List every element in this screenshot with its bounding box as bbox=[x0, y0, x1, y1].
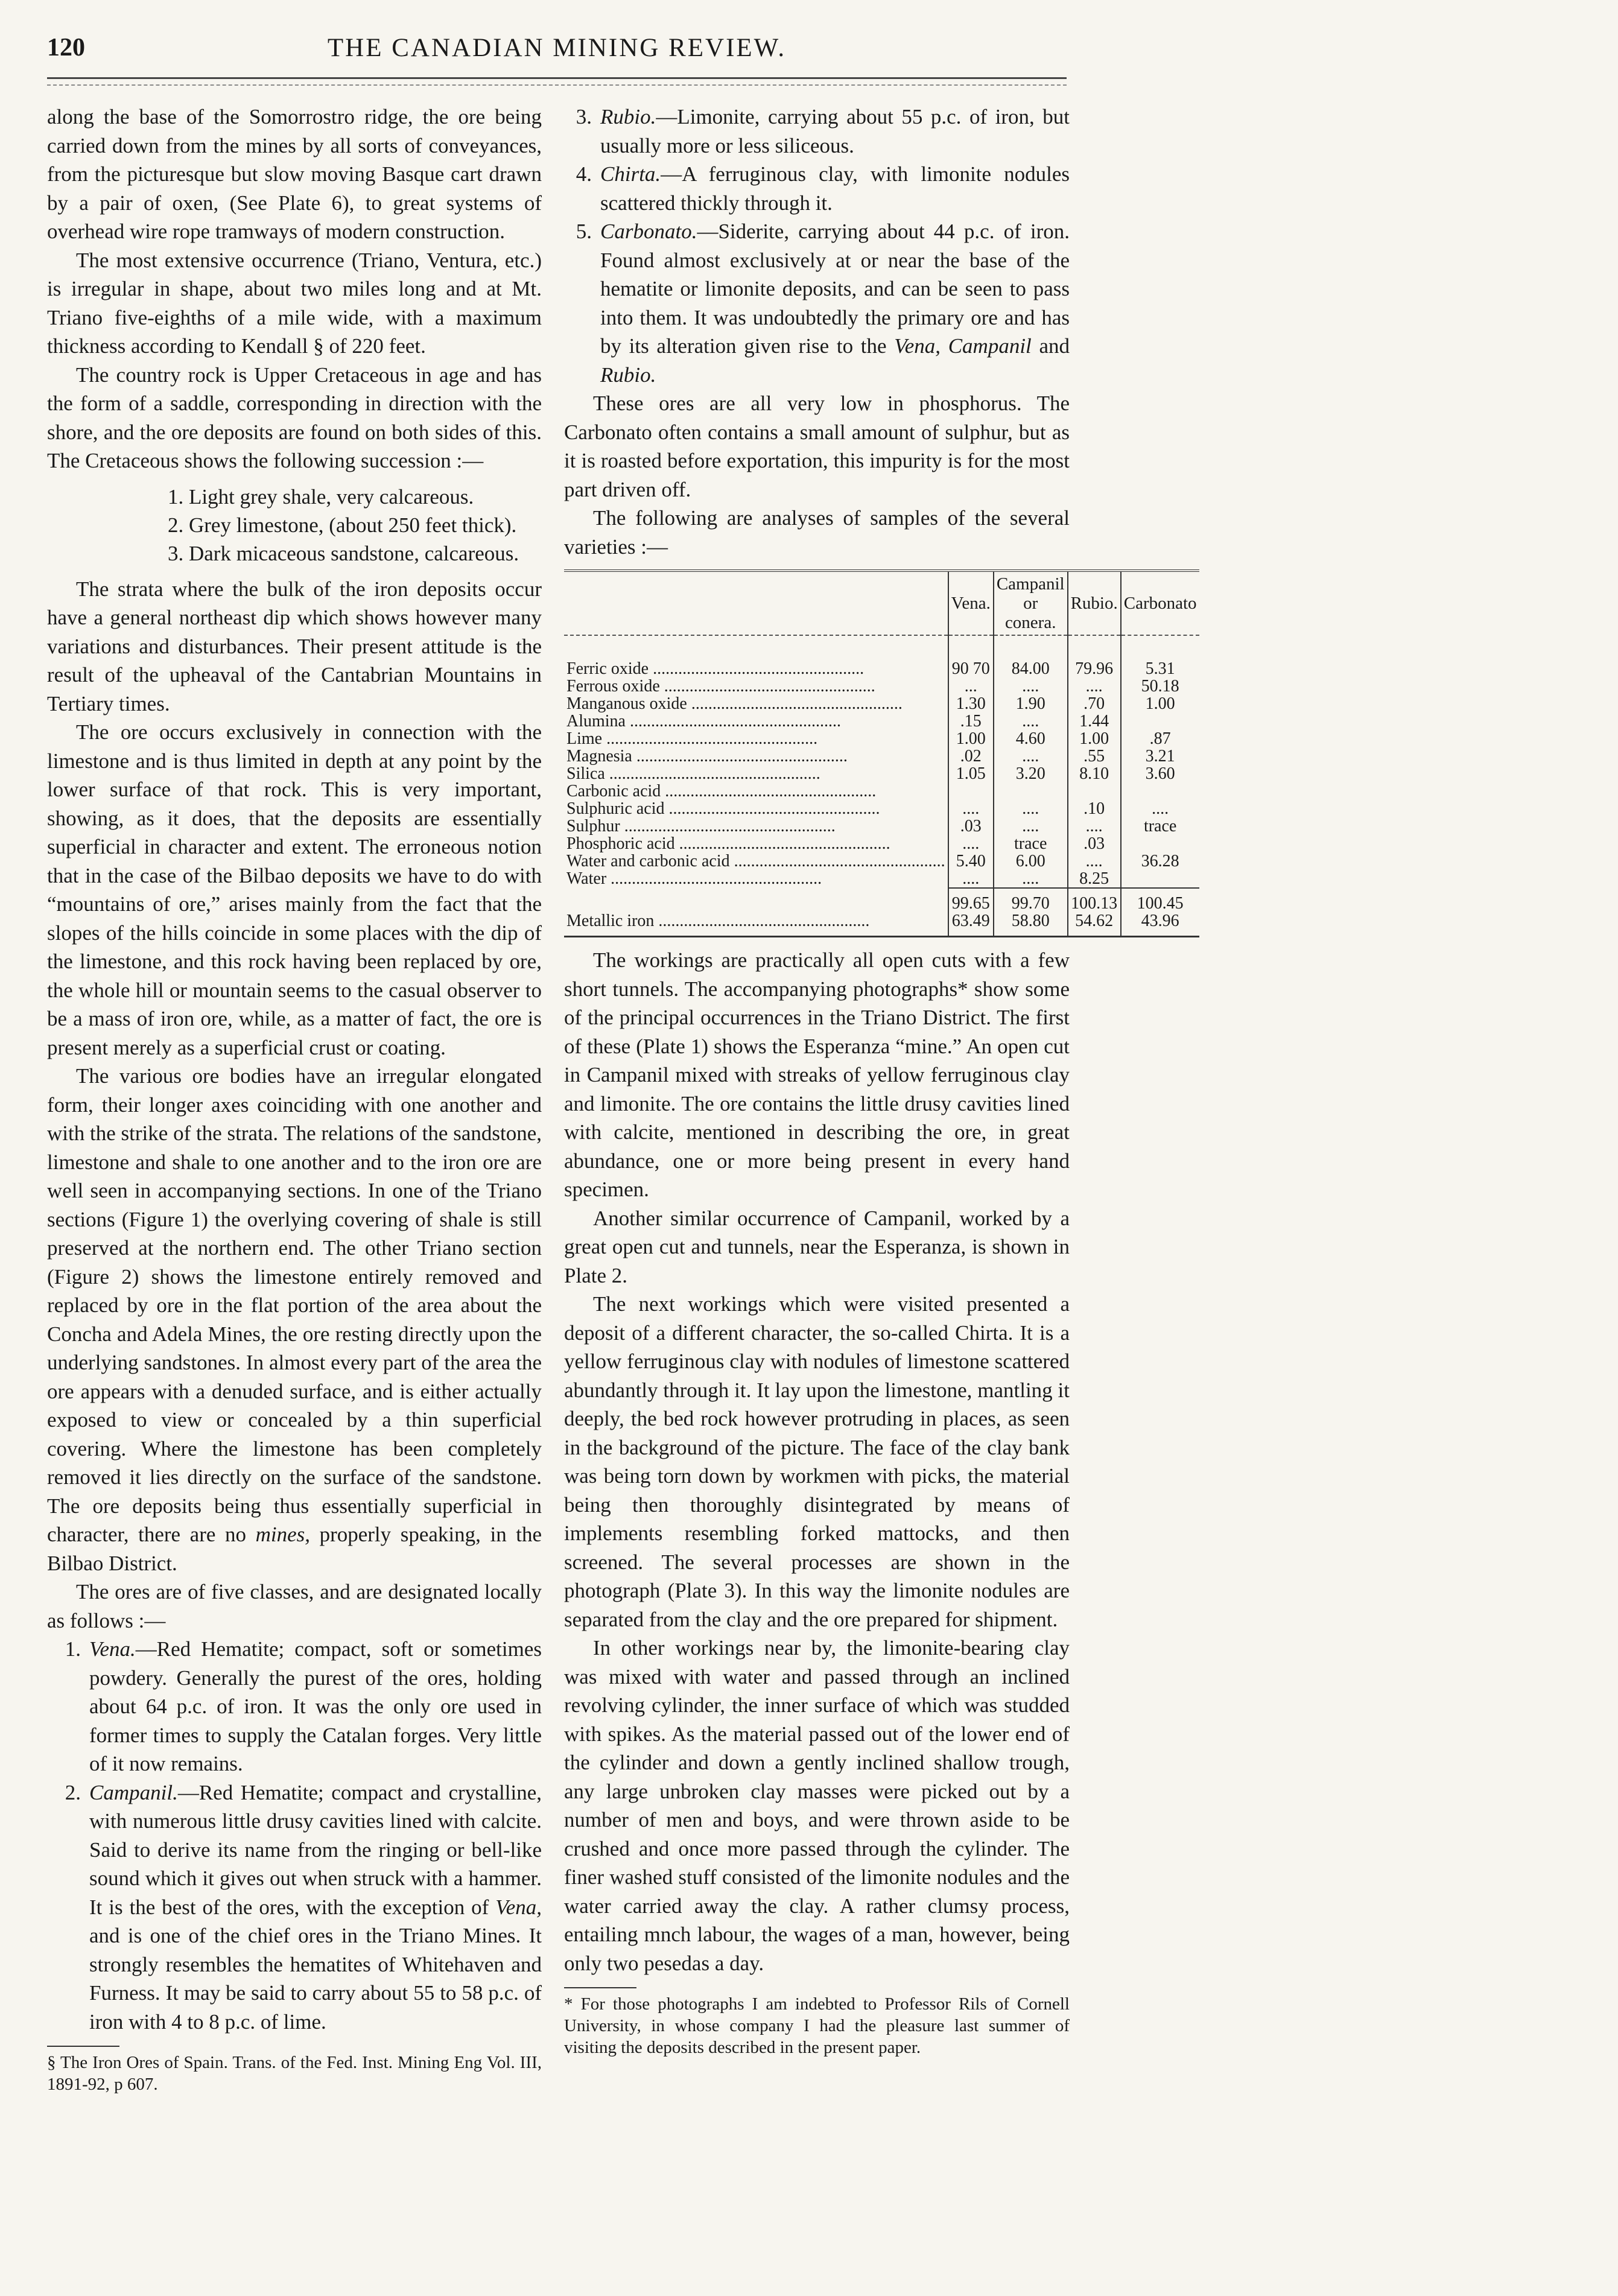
table-cell bbox=[1121, 712, 1199, 730]
leader-dots: .................................................. bbox=[602, 730, 818, 747]
table-cell: .55 bbox=[1068, 747, 1121, 765]
ore-description: —Limonite, carrying about 55 p.c. of iron, but usually more or less siliceous. bbox=[600, 105, 1070, 157]
table-cell: ... bbox=[948, 677, 994, 695]
ore-name: Carbonato. bbox=[600, 220, 697, 243]
table-row bbox=[564, 730, 1199, 747]
table-row bbox=[564, 712, 1199, 730]
ore-name: Vena, bbox=[495, 1895, 542, 1919]
list-number: 5. bbox=[576, 220, 592, 243]
table-cell: trace bbox=[1121, 817, 1199, 835]
paragraph: The most extensive occurrence (Triano, Ventura, etc.) is irregular in shape, about two miles long and at Mt. Triano five-eighths of a mile wide, with a maximum thickness according to Kendall § of 220 feet. bbox=[47, 248, 542, 358]
leader-dots: .................................................. bbox=[729, 852, 945, 870]
table-cell: 1.44 bbox=[1068, 712, 1121, 730]
table-cell: 3.20 bbox=[994, 765, 1068, 782]
leader-dots: .................................................. bbox=[626, 712, 841, 730]
table-cell: 5.40 bbox=[948, 852, 994, 870]
table-cell: 3.60 bbox=[1121, 765, 1199, 782]
table-cell: .03 bbox=[948, 817, 994, 835]
leader-dots: .................................................. bbox=[661, 782, 877, 800]
list-item bbox=[564, 160, 1070, 217]
list-text bbox=[600, 103, 1070, 160]
table-cell: 8.10 bbox=[1068, 765, 1121, 782]
table-cell: .... bbox=[994, 747, 1068, 765]
leader-dots: .................................................. bbox=[632, 747, 848, 765]
list-item bbox=[47, 1778, 542, 2037]
table-spacer bbox=[564, 635, 1199, 660]
leader-dots: .................................................. bbox=[649, 660, 865, 677]
ore-description: and bbox=[1039, 334, 1070, 358]
table-cell bbox=[1068, 782, 1121, 800]
table-cell bbox=[948, 782, 994, 800]
table-cell: 6.00 bbox=[994, 852, 1068, 870]
table-cell: 54.62 bbox=[1068, 912, 1121, 937]
table-cell: 1.30 bbox=[948, 695, 994, 712]
table-cell: .... bbox=[948, 800, 994, 817]
table-row bbox=[564, 677, 1199, 695]
footnote-rule bbox=[47, 2046, 119, 2047]
row-label: Metallic iron .................................................. bbox=[566, 912, 870, 930]
paragraph: The ores are of five classes, and are designated locally as follows :— bbox=[47, 1580, 542, 1632]
ore-description: and is one of the chief ores in the Triano Mines. It strongly resembles the hematites of Whitehaven and Furness. It may be said to carry about 55 to 58 p.c. of iron with 4 to 8 p.c. of lime. bbox=[89, 1924, 542, 2034]
table-cell: .70 bbox=[1068, 695, 1121, 712]
table-cell bbox=[1121, 835, 1199, 852]
table-body bbox=[564, 635, 1199, 937]
list-text bbox=[89, 1778, 542, 2037]
row-label: Carbonic acid .................................................. bbox=[566, 782, 877, 800]
table-cell: .87 bbox=[1121, 730, 1199, 747]
table-cell: 90 70 bbox=[948, 660, 994, 677]
table-cell: 3.21 bbox=[1121, 747, 1199, 765]
table-cell: .... bbox=[1068, 852, 1121, 870]
leader-dots: .................................................. bbox=[620, 817, 836, 835]
table-cell: 50.18 bbox=[1121, 677, 1199, 695]
table-cell: .... bbox=[1068, 677, 1121, 695]
table-cell: trace bbox=[994, 835, 1068, 852]
paragraph: Another similar occurrence of Campanil, worked by a great open cut and tunnels, near the Esperanza, is shown in Plate 2. bbox=[564, 1206, 1070, 1287]
right-column bbox=[564, 103, 1197, 2058]
list-item bbox=[47, 1635, 542, 1778]
ore-description: —Red Hematite; compact and crystalline, with numerous little drusy cavities lined with calcite. Said to derive its name from the ringing or bell-like sound which it gives out when struck with a hammer. It is the best of the ores, with the exception of bbox=[89, 1780, 542, 1919]
row-label: Ferric oxide .................................................. bbox=[566, 660, 865, 677]
table-cell: 63.49 bbox=[948, 912, 994, 937]
column-header: Rubio. bbox=[1068, 571, 1121, 635]
paragraph-text: The various ore bodies have an irregular elongated form, their longer axes coinciding with one another and with the strike of the strata. The relations of the sandstone, limestone and shale to one another and to the iron ore are well seen in accompanying sections. In one of the Triano sections (Figure 1) the overlying covering of shale is still preserved at the northern end. The other Triano section (Figure 2) shows the limestone entirely removed and replaced by ore in the flat portion of the area about the Concha and Adela Mines, the ore resting directly upon the underlying sandstones. In almost every part of the area the ore appears with a denuded surface, and is either actually exposed to view or concealed by a thin superficial covering. Where the limestone has been completely removed it lies directly on the surface of the sandstone. The ore deposits being thus essentially superficial in character, there are no bbox=[47, 1064, 542, 1546]
table-cell: .... bbox=[994, 712, 1068, 730]
row-label: Water and carbonic acid .................................................. bbox=[566, 852, 945, 870]
table-cell: 4.60 bbox=[994, 730, 1068, 747]
list-number: 1. bbox=[65, 1637, 81, 1661]
table-cell bbox=[994, 782, 1068, 800]
table-cell: 99.70 bbox=[994, 888, 1068, 912]
succession-list bbox=[47, 483, 542, 568]
list-number: 4. bbox=[576, 162, 592, 186]
row-label: Lime .................................................. bbox=[566, 730, 818, 747]
table-row bbox=[564, 888, 1199, 912]
table-cell: .... bbox=[948, 870, 994, 888]
list-text bbox=[89, 1635, 542, 1778]
table-cell: 100.13 bbox=[1068, 888, 1121, 912]
leader-dots: .................................................. bbox=[606, 870, 822, 888]
table-cell: 100.45 bbox=[1121, 888, 1199, 912]
table-cell: 1.00 bbox=[1068, 730, 1121, 747]
table-cell: 1.00 bbox=[948, 730, 994, 747]
paragraph: The country rock is Upper Cretaceous in age and has the form of a saddle, corresponding in direction with the shore, and the ore deposits are found on both sides of this. The Cretaceous shows the following succession :— bbox=[47, 363, 542, 472]
table-cell: .... bbox=[994, 817, 1068, 835]
table-cell bbox=[1121, 870, 1199, 888]
table-cell: .... bbox=[1121, 800, 1199, 817]
ore-name: Rubio. bbox=[600, 105, 656, 128]
row-label: Alumina .................................................. bbox=[566, 712, 841, 730]
table-cell: 58.80 bbox=[994, 912, 1068, 937]
table-cell: 43.96 bbox=[1121, 912, 1199, 937]
list-item: 2. Grey limestone, (about 250 feet thick). bbox=[168, 513, 517, 537]
table-row bbox=[564, 800, 1199, 817]
leader-dots: .................................................. bbox=[604, 765, 820, 782]
table-cell: .02 bbox=[948, 747, 994, 765]
paragraph: The next workings which were visited presented a deposit of a different character, the so-called Chirta. It is a yellow ferruginous clay with nodules of limestone scattered abundantly through it. It lay upon the limestone, mantling it deeply, the bed rock however protruding in places, as seen in the background of the picture. The face of the clay bank was being torn down by workmen with picks, the material being then thoroughly disintegrated by means of implements resembling forked mattocks, and then screened. The several processes are shown in the photograph (Plate 3). In this way the limonite nodules are separated from the clay and the ore prepared for shipment. bbox=[564, 1292, 1070, 1631]
footnote-rule bbox=[564, 1987, 636, 1988]
table-cell: .10 bbox=[1068, 800, 1121, 817]
ore-class-list bbox=[564, 103, 1070, 389]
left-column bbox=[47, 103, 542, 2095]
row-label: Water .................................................. bbox=[566, 870, 822, 888]
list-text bbox=[600, 217, 1070, 389]
list-number: 3. bbox=[576, 105, 592, 128]
leader-dots: .................................................. bbox=[659, 677, 875, 695]
leader-dots: .................................................. bbox=[674, 835, 890, 852]
page-number: 120 bbox=[47, 34, 85, 62]
table-cell: 99.65 bbox=[948, 888, 994, 912]
column-header: Vena. bbox=[948, 571, 994, 635]
ore-description: —Red Hematite; compact, soft or sometimes powdery. Generally the purest of the ores, holding about 64 p.c. of iron. It was the only ore used in former times to supply the Catalan forges. Very little of it now remains. bbox=[89, 1637, 542, 1775]
list-number: 2. bbox=[65, 1780, 81, 1804]
footnote: § The Iron Ores of Spain. Trans. of the Fed. Inst. Mining Eng Vol. III, 1891-92, p 607. bbox=[47, 2053, 542, 2094]
footnote: * For those photographs I am indebted to Professor Rils of Cornell University, in whose company I had the pleasure last summer of visiting the deposits described in the present paper. bbox=[564, 1994, 1070, 2057]
ore-name: Vena, Campanil bbox=[894, 334, 1032, 358]
leader-dots: .................................................. bbox=[654, 912, 870, 930]
table-cell: .03 bbox=[1068, 835, 1121, 852]
leader-dots: .................................................. bbox=[687, 695, 903, 712]
paragraph: along the base of the Somorrostro ridge, the ore being carried down from the mines by all sorts of conveyances, from the picturesque but slow moving Basque cart drawn by a pair of oxen, (See Plate 6), to great systems of overhead wire rope tramways of modern construction. bbox=[47, 105, 542, 243]
journal-title: THE CANADIAN MINING REVIEW. bbox=[327, 34, 787, 62]
table-cell: 1.90 bbox=[994, 695, 1068, 712]
table-cell: 36.28 bbox=[1121, 852, 1199, 870]
table-row bbox=[564, 912, 1199, 937]
ore-name: Vena. bbox=[89, 1637, 136, 1661]
table-row bbox=[564, 660, 1199, 677]
row-label: Sulphuric acid .................................................. bbox=[566, 800, 880, 817]
row-label bbox=[564, 888, 948, 912]
ore-name: Campanil. bbox=[89, 1780, 178, 1804]
paragraph-text: properly speaking, in the Bilbao District. bbox=[47, 1523, 542, 1575]
table-header-blank bbox=[564, 571, 948, 635]
row-label: Silica .................................................. bbox=[566, 765, 820, 782]
analyses-table bbox=[564, 569, 1199, 937]
column-header: Carbonato bbox=[1121, 571, 1199, 635]
row-label: Sulphur .................................................. bbox=[566, 817, 836, 835]
table-cell: 1.00 bbox=[1121, 695, 1199, 712]
table-cell: .15 bbox=[948, 712, 994, 730]
list-item bbox=[564, 103, 1070, 160]
header-rule bbox=[47, 77, 1067, 79]
page-header bbox=[47, 33, 1067, 75]
table-row bbox=[564, 852, 1199, 870]
table-cell: .... bbox=[1068, 817, 1121, 835]
row-label: Phosphoric acid .................................................. bbox=[566, 835, 890, 852]
leader-dots: .................................................. bbox=[664, 800, 880, 817]
paragraph: These ores are all very low in phosphorus. The Carbonato often contains a small amount of sulphur, but as it is roasted before exportation, this impurity is for the most part driven off. bbox=[564, 392, 1070, 501]
table-cell: 79.96 bbox=[1068, 660, 1121, 677]
row-label: Ferrous oxide .................................................. bbox=[566, 677, 875, 695]
list-item bbox=[564, 217, 1070, 389]
table-cell: .... bbox=[948, 835, 994, 852]
table-cell: 1.05 bbox=[948, 765, 994, 782]
paragraph: The following are analyses of samples of the several varieties :— bbox=[564, 506, 1070, 559]
ore-description: —A ferruginous clay, with limonite nodules scattered thickly through it. bbox=[600, 162, 1070, 215]
list-item: 1. Light grey shale, very calcareous. bbox=[168, 484, 474, 509]
paragraph: The ore occurs exclusively in connection with the limestone and is thus limited in depth at any point by the lower surface of that rock. This is very important, showing, as it does, that the deposits are essentially superficial in character and extent. The erroneous notion that in the case of the Bilbao deposits we have to do with “mountains of ore,” arises mainly from the fact that the slopes of the hills coincide in some places with the dip of the limestone, and this rock having been replaced by ore, the whole hill or mountain seems to the casual observer to be a mass of iron ore, while, as a matter of fact, the ore is present merely as a superficial crust or coating. bbox=[47, 720, 542, 1059]
table-cell: 84.00 bbox=[994, 660, 1068, 677]
table-cell: .... bbox=[994, 677, 1068, 695]
table-row bbox=[564, 695, 1199, 712]
ore-name: Rubio. bbox=[600, 363, 656, 387]
italic-word: mines, bbox=[255, 1523, 310, 1546]
column-header: Campanil or conera. bbox=[994, 571, 1068, 635]
paragraph: The workings are practically all open cuts with a few short tunnels. The accompanying photographs* show some of the principal occurrences in the Triano District. The first of these (Plate 1) shows the Esperanza “mine.” An open cut in Campanil mixed with streaks of yellow ferruginous clay and limonite. The ore contains the little drusy cavities lined with calcite, mentioned in describing the ore, in great abundance, one or more being present in every hand specimen. bbox=[564, 948, 1070, 1201]
ore-name: Chirta. bbox=[600, 162, 661, 186]
header-dashed-rule bbox=[47, 84, 1067, 86]
list-item: 3. Dark micaceous sandstone, calcareous. bbox=[168, 541, 519, 565]
ore-description: —Siderite, carrying about 44 p.c. of iron. Found almost exclusively at or near the base of the hematite or limonite deposits, and can be seen to pass into them. It was undoubtedly the primary ore and has by its alteration given rise to the bbox=[600, 220, 1070, 358]
list-text bbox=[600, 160, 1070, 217]
table-cell: 8.25 bbox=[1068, 870, 1121, 888]
ore-class-list bbox=[47, 1635, 542, 2036]
table-row bbox=[564, 782, 1199, 800]
paragraph bbox=[47, 1062, 542, 1578]
table-row bbox=[564, 835, 1199, 852]
table-cell: .... bbox=[994, 870, 1068, 888]
table-cell: 5.31 bbox=[1121, 660, 1199, 677]
table-row bbox=[564, 870, 1199, 888]
paragraph: The strata where the bulk of the iron deposits occur have a general northeast dip which shows however many variations and disturbances. Their present attitude is the result of the upheaval of the Cantabrian Mountains in Tertiary times. bbox=[47, 577, 542, 715]
table-row bbox=[564, 765, 1199, 782]
row-label: Magnesia .................................................. bbox=[566, 747, 848, 765]
table-header-row bbox=[564, 571, 1199, 635]
row-label: Manganous oxide .................................................. bbox=[566, 695, 903, 712]
table-row bbox=[564, 747, 1199, 765]
table-cell bbox=[1121, 782, 1199, 800]
paragraph: In other workings near by, the limonite-bearing clay was mixed with water and passed through an inclined revolving cylinder, the inner surface of which was studded with spikes. As the material passed out of the lower end of the cylinder and down a gently inclined shallow trough, any large unbroken clay masses were picked out by a number of men and boys, and were thrown aside to be crushed and once more passed through the cylinder. The finer washed stuff consisted of the limonite nodules and the water carried away the clay. A rather clumsy process, entailing mnch labour, the wages of a man, however, being only two pesedas a day. bbox=[564, 1636, 1070, 1975]
table-row bbox=[564, 817, 1199, 835]
table-cell: .... bbox=[994, 800, 1068, 817]
